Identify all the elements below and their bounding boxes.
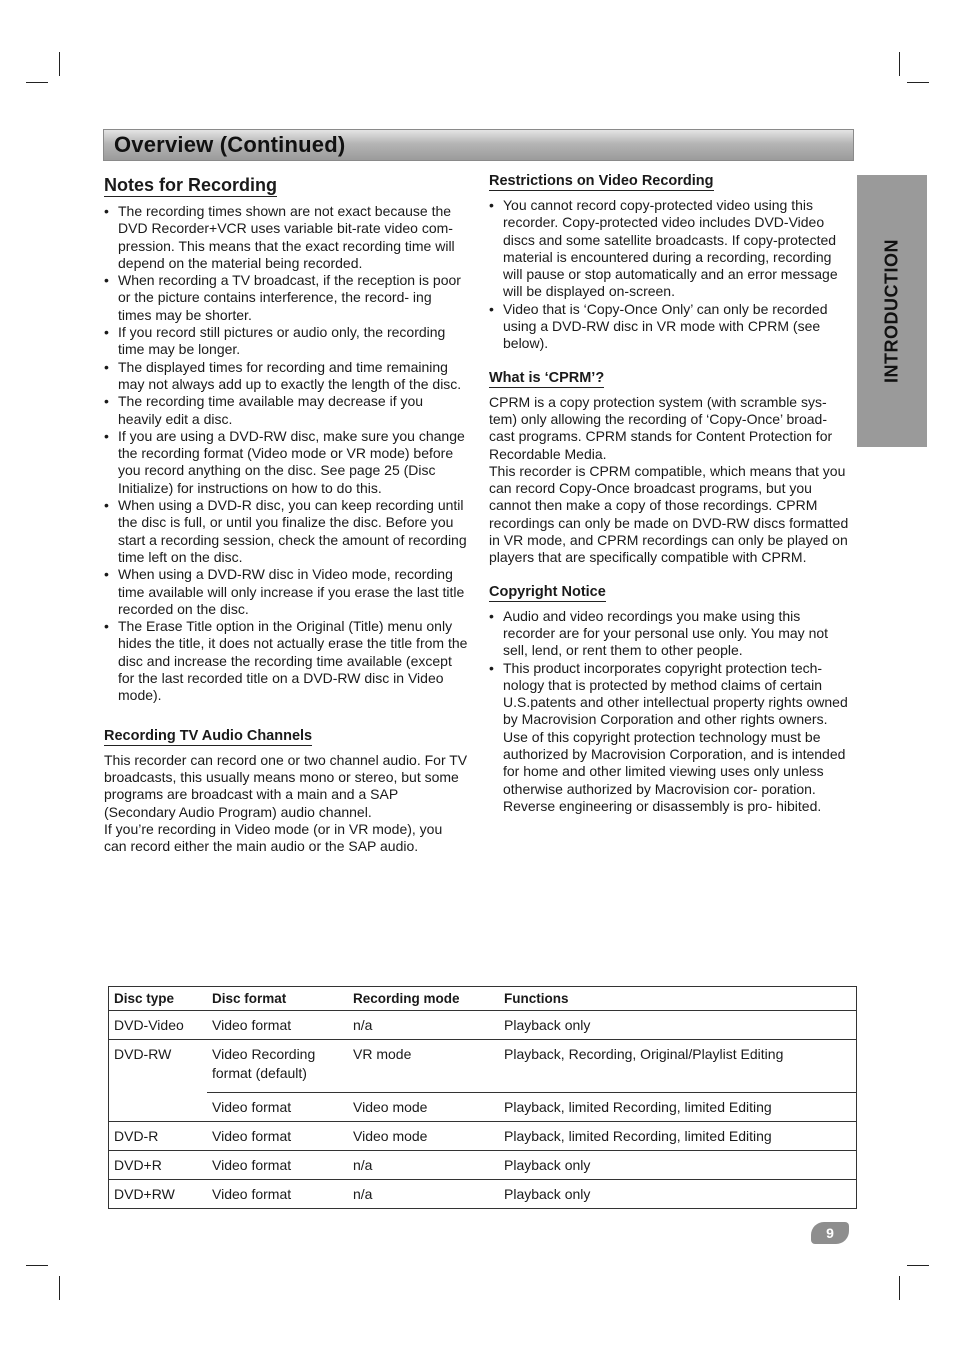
table-row	[109, 1093, 856, 1122]
list-item: • When recording a TV broadcast, if the reception is poor or the picture contains interference, the record- ing times may be shorter.	[104, 272, 468, 324]
table-row	[109, 1040, 856, 1093]
cprm-paragraph: CPRM is a copy protection system (with scramble sys- tem) only allowing the recording of ‘Copy-Once’ broad- cast programs. CPRM stands for Content Protection for Recordable Media.	[489, 393, 833, 462]
cprm-section	[489, 369, 853, 567]
table-cell: n/a	[348, 1011, 499, 1040]
table-cell: Video mode	[348, 1122, 499, 1151]
table-cell: n/a	[353, 1186, 373, 1202]
list-item: • The recording time available may decrease if you heavily edit a disc.	[104, 393, 468, 428]
disc-table-grid	[109, 987, 856, 1208]
crop-mark	[26, 82, 48, 83]
table-cell: Video format	[207, 1122, 348, 1151]
table-header-cell: Disc type	[109, 987, 207, 1011]
cprm-heading: What is ‘CPRM’?	[489, 369, 605, 386]
list-item: • Video that is ‘Copy-Once Only’ can only be recorded using a DVD-RW disc in VR mode with CPRM (see below).	[489, 301, 853, 353]
page-title: Overview (Continued)	[114, 132, 346, 157]
cprm-paragraph: This recorder is CPRM compatible, which means that you can record Copy-Once broadcast programs, but you cannot then make a copy of those recordings. CPRM recordings can only be made on DVD-RW discs formatted in VR mode, and CPRM recordings can only be played on players that are specifically compatible with CPRM.	[489, 462, 849, 566]
list-item: • If you record still pictures or audio only, the recording time may be longer.	[104, 324, 468, 359]
crop-mark	[26, 1265, 48, 1266]
table-row	[109, 1180, 856, 1209]
list-item: • The Erase Title option in the Original (Title) menu only hides the title, it does not actually erase the title from the disc and increase the recording time available (except for the last recorded title on a DVD-RW disc in Video mode).	[104, 618, 468, 704]
table-cell: Video format	[207, 1093, 348, 1122]
notes-heading: Notes for Recording	[104, 175, 278, 195]
table-cell: Playback, Recording, Original/Playlist Editing	[499, 1040, 856, 1093]
table-cell: Video Recording format (default)	[207, 1040, 348, 1093]
notes-section	[104, 174, 468, 705]
table-cell: VR mode	[348, 1040, 499, 1093]
table-cell: Video format	[207, 1011, 348, 1040]
crop-mark	[907, 1265, 929, 1266]
list-item: • When using a DVD-R disc, you can keep recording until the disc is full, or until you finalize the disc. Before you start a recording session, check the amount of recording time left on the disc.	[104, 497, 468, 566]
table-cell: DVD+R	[109, 1151, 207, 1180]
table-cell: Playback only	[499, 1151, 856, 1180]
audio-paragraph: This recorder can record one or two channel audio. For TV broadcasts, this usually means mono or stereo, but some programs are broadcast with a main and a SAP (Secondary Audio Program) audio channel.	[104, 751, 468, 820]
right-column	[489, 172, 853, 815]
disc-table	[108, 986, 857, 1209]
table-row	[109, 1122, 856, 1151]
table-header-cell: Disc format	[207, 987, 348, 1011]
table-cell: DVD-Video	[109, 1011, 207, 1040]
list-item: • This product incorporates copyright protection tech- nology that is protected by method claims of certain U.S.patents and other intellectual property rights owned by Macrovision Corporation and other rights owners. Use of this copyright protection technology must be authorized by Macrovision Corporation, and is intended for home and other limited viewing uses only unless otherwise authorized by Macrovision cor- poration. Reverse engineering or disassembly is pro- hibited.	[489, 660, 853, 816]
table-header-cell: Functions	[499, 987, 856, 1011]
list-item: • If you are using a DVD-RW disc, make sure you change the recording format (Video mode or VR mode) before you record anything on the disc. See page 25 (Disc Initialize) for instructions on how to do this.	[104, 428, 468, 497]
list-item: • When using a DVD-RW disc in Video mode, recording time available will only increase if you erase the last title recorded on the disc.	[104, 566, 468, 618]
crop-mark	[59, 1276, 60, 1300]
title-bar	[103, 129, 854, 161]
table-cell: Video mode	[348, 1093, 499, 1122]
table-cell: Playback, limited Recording, limited Editing	[499, 1122, 856, 1151]
audio-section	[104, 727, 468, 856]
section-tab	[857, 175, 927, 447]
table-cell: Playback only	[504, 1186, 591, 1202]
table-cell: DVD-RW	[114, 1046, 172, 1062]
table-row	[109, 1151, 856, 1180]
restrictions-list	[489, 197, 853, 353]
table-cell: n/a	[348, 1151, 499, 1180]
table-cell: Playback, limited Recording, limited Editing	[499, 1093, 856, 1122]
crop-mark	[899, 1276, 900, 1300]
table-cell: DVD+RW	[114, 1186, 175, 1202]
page-number: 9	[811, 1222, 849, 1244]
table-cell: DVD-R	[109, 1122, 207, 1151]
section-tab-label: INTRODUCTION	[881, 239, 902, 383]
table-cell: Video format	[212, 1186, 292, 1202]
copyright-list	[489, 608, 853, 816]
table-cell: Video format	[207, 1151, 348, 1180]
crop-mark	[899, 52, 900, 76]
notes-list	[104, 203, 468, 705]
list-item: • You cannot record copy-protected video using this recorder. Copy-protected video includes DVD-Video discs and some satellite broadcasts. If copy-protected material is encountered during a recording, recording will pause or stop automatically and an error message will be displayed on-screen.	[489, 197, 853, 301]
crop-mark	[59, 52, 60, 76]
copyright-section	[489, 583, 853, 816]
table-header-cell: Recording mode	[348, 987, 499, 1011]
table-cell	[109, 1093, 207, 1122]
table-cell: Playback only	[499, 1011, 856, 1040]
list-item: • Audio and video recordings you make using this recorder are for your personal use only. You may not sell, lend, or rent them to other people.	[489, 608, 853, 660]
list-item: • The displayed times for recording and time remaining may not always add up to exactly the length of the disc.	[104, 359, 468, 394]
table-header-row	[109, 987, 856, 1011]
table-row	[109, 1011, 856, 1040]
restrictions-section	[489, 172, 853, 353]
audio-heading: Recording TV Audio Channels	[104, 727, 313, 744]
list-item: • The recording times shown are not exact because the DVD Recorder+VCR uses variable bit-rate video com- pression. This means that the exact recording time will depend on the material being recorded.	[104, 203, 468, 272]
copyright-heading: Copyright Notice	[489, 583, 606, 600]
crop-mark	[907, 82, 929, 83]
left-column	[104, 174, 468, 855]
audio-paragraph: If you’re recording in Video mode (or in VR mode), you can record either the main audio or the SAP audio.	[104, 820, 443, 855]
restrictions-heading: Restrictions on Video Recording	[489, 173, 714, 189]
